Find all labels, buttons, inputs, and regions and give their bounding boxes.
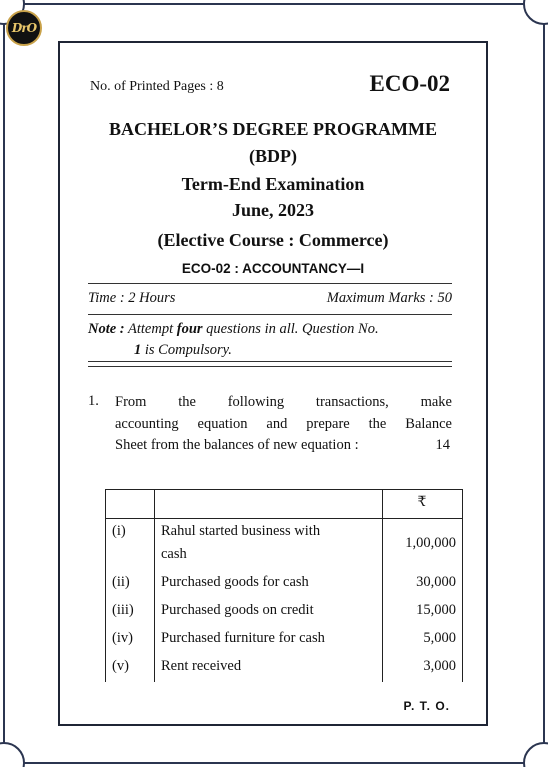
paper-title: ECO-02 : ACCOUNTANCY—I bbox=[181, 261, 365, 276]
note-label: Note : bbox=[88, 321, 125, 337]
transactions-table bbox=[105, 489, 463, 682]
row-description: Rahul started business with bbox=[161, 523, 321, 539]
row-description: Purchased goods for cash bbox=[161, 574, 309, 590]
paper-header bbox=[90, 71, 450, 101]
time-marks-row bbox=[88, 290, 452, 307]
question-number: 1. bbox=[88, 393, 99, 409]
row-index: (iv) bbox=[112, 630, 133, 646]
row-index: (i) bbox=[112, 523, 126, 539]
question-marks: 14 bbox=[435, 437, 450, 453]
row-index: (iii) bbox=[112, 602, 134, 618]
exam-date: June, 2023 bbox=[231, 200, 314, 220]
note-question-number: 1 bbox=[134, 342, 142, 358]
programme-abbr: (BDP) bbox=[249, 146, 297, 166]
pto-label: P. T. O. bbox=[403, 699, 450, 713]
maximum-marks: Maximum Marks : 50 bbox=[326, 290, 452, 306]
question-paper bbox=[58, 41, 488, 726]
row-amount: 3,000 bbox=[423, 658, 456, 674]
row-amount: 5,000 bbox=[423, 630, 456, 646]
note-text: questions in all. Question No. bbox=[206, 321, 379, 337]
divider bbox=[88, 283, 452, 284]
question-line: From the following transactions, make bbox=[115, 394, 452, 410]
question-text bbox=[115, 392, 452, 457]
row-index: (ii) bbox=[112, 574, 130, 590]
corner-ornament bbox=[0, 742, 25, 767]
logo-text: DrO bbox=[11, 21, 37, 35]
note-emphasis: four bbox=[176, 321, 203, 337]
exam-title: Term-End Examination bbox=[181, 174, 365, 194]
instructions-note bbox=[88, 319, 452, 361]
printed-pages: No. of Printed Pages : 8 bbox=[90, 79, 224, 94]
row-amount: 15,000 bbox=[416, 602, 456, 618]
note-text: Attempt bbox=[128, 321, 174, 337]
corner-ornament bbox=[523, 0, 548, 25]
note-text: is Compulsory. bbox=[144, 342, 232, 358]
divider bbox=[88, 361, 452, 362]
question-line: accounting equation and prepare the Balance bbox=[115, 415, 452, 432]
row-description-cont: cash bbox=[161, 546, 187, 562]
question-line-last bbox=[115, 435, 452, 457]
note-line-2 bbox=[88, 340, 452, 361]
row-description: Rent received bbox=[161, 658, 242, 674]
row-description: Purchased furniture for cash bbox=[161, 630, 325, 646]
logo bbox=[6, 10, 42, 46]
programme-title: BACHELOR’S DEGREE PROGRAMME bbox=[108, 119, 438, 139]
time-allowed: Time : 2 Hours bbox=[88, 290, 176, 306]
paper-code: ECO-02 bbox=[369, 71, 450, 96]
table-header-divider bbox=[106, 518, 462, 519]
course-type: (Elective Course : Commerce) bbox=[157, 230, 389, 250]
row-description: Purchased goods on credit bbox=[161, 602, 314, 618]
corner-ornament bbox=[523, 742, 548, 767]
row-index: (v) bbox=[112, 658, 129, 674]
question-line: Sheet from the balances of new equation : bbox=[115, 437, 359, 453]
row-amount: 1,00,000 bbox=[405, 535, 456, 551]
divider bbox=[88, 314, 452, 315]
rupee-header: ₹ bbox=[417, 495, 427, 510]
row-amount: 30,000 bbox=[416, 574, 456, 590]
divider bbox=[88, 366, 452, 367]
